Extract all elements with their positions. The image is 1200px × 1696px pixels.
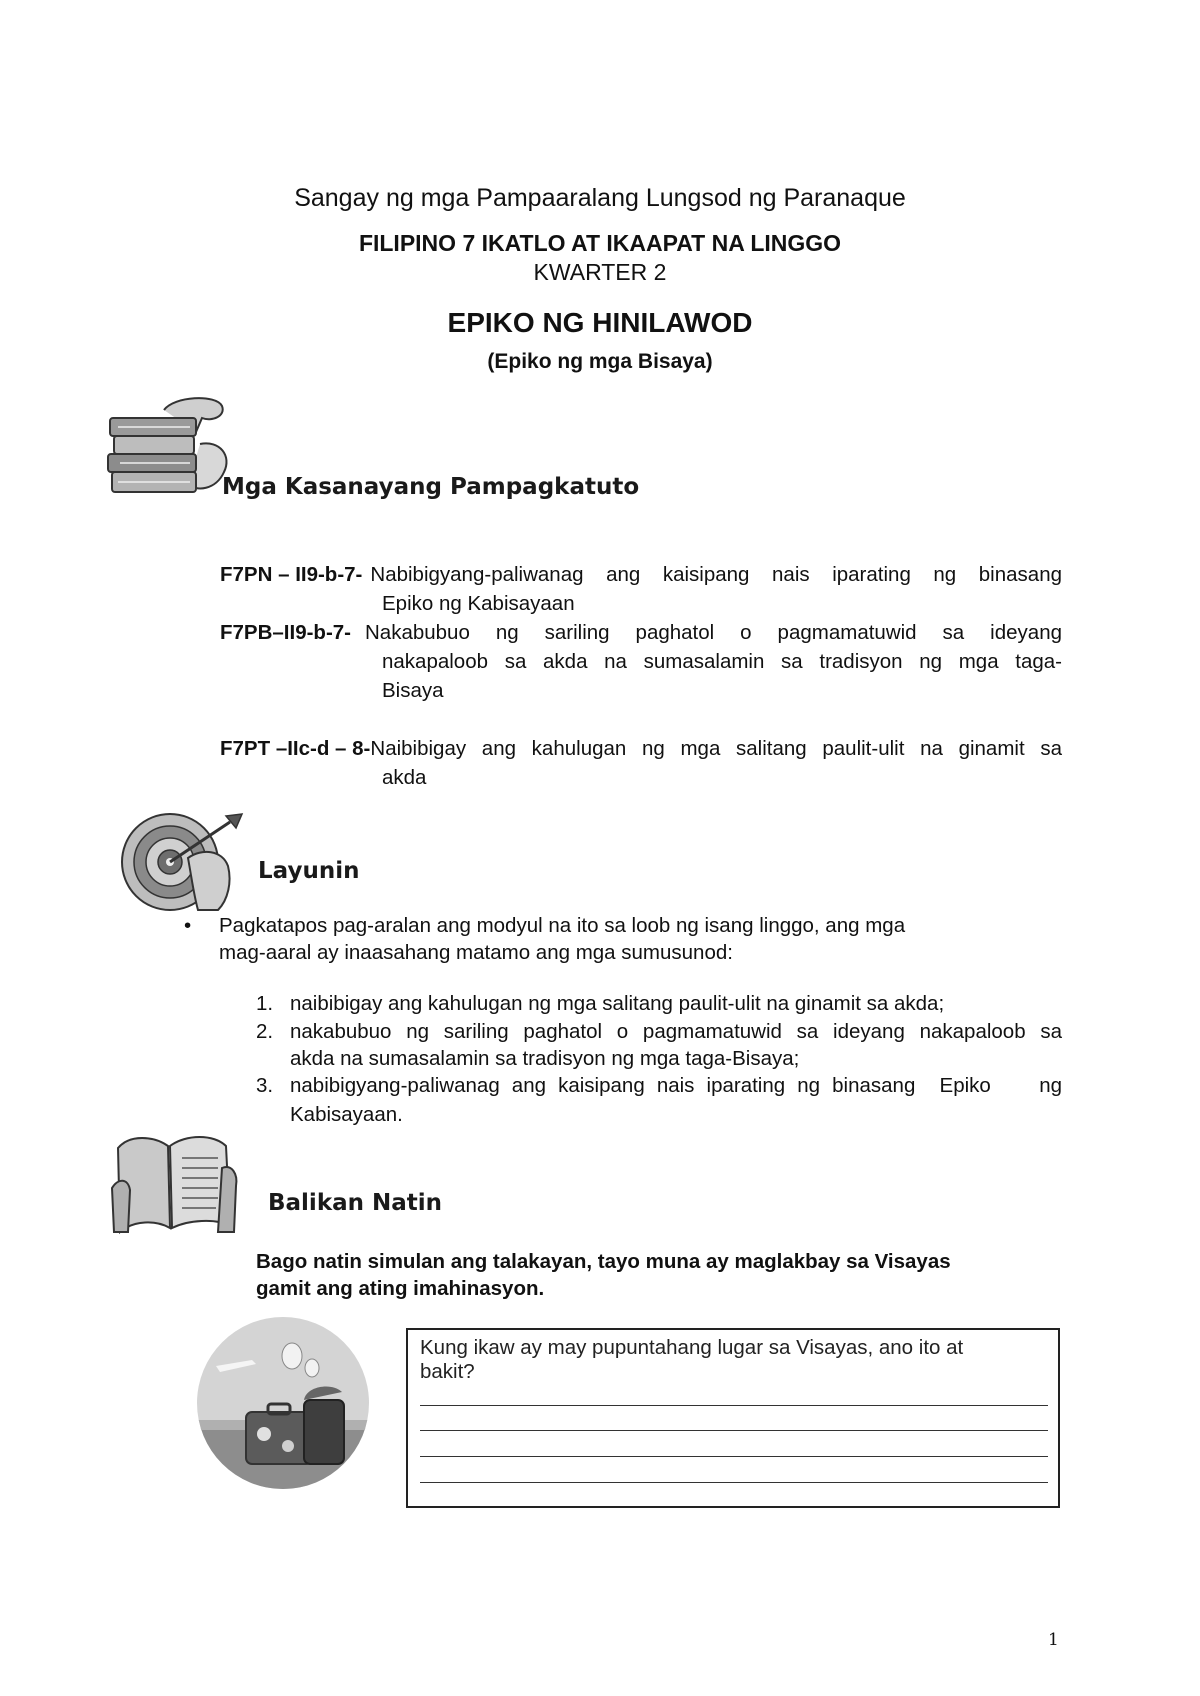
- instruction-line: gamit ang ating imahinasyon.: [256, 1277, 545, 1300]
- objectives-intro: [184, 912, 1064, 966]
- objective-item: [256, 990, 1062, 1017]
- quarter-label: KWARTER 2: [533, 259, 667, 285]
- intro-line: Pagkatapos pag-aralan ang modyul na ito sa loob ng isang linggo, ang mga: [219, 914, 906, 937]
- review-instruction: [256, 1248, 951, 1302]
- competency-item: [220, 734, 1062, 792]
- question-line: Kung ikaw ay may pupuntahang lugar sa Visayas, ano ito at: [420, 1336, 964, 1359]
- question-line: bakit?: [420, 1360, 475, 1383]
- review-question: [420, 1336, 963, 1384]
- bullet-icon: •: [184, 914, 192, 937]
- competency-text-cont: Bisaya: [382, 679, 444, 702]
- competency-text: Naibibigay ang kahulugan ng mga salitang paulit-ulit na ginamit sa: [370, 737, 1062, 760]
- answer-line[interactable]: [420, 1482, 1048, 1483]
- travel-suitcase-icon: [196, 1316, 370, 1495]
- answer-box: [406, 1328, 1060, 1508]
- objective-text: naibibigay ang kahulugan ng mga salitang paulit-ulit na ginamit sa akda;: [290, 992, 945, 1015]
- competency-item: [220, 618, 1062, 705]
- page-title: EPIKO NG HINILAWOD: [447, 307, 753, 338]
- list-number: 1.: [256, 992, 274, 1015]
- competency-code: F7PN – II9-b-7-: [220, 563, 363, 586]
- page-subtitle: (Epiko ng mga Bisaya): [487, 350, 713, 373]
- page-number: 1: [1048, 1630, 1059, 1650]
- answer-line[interactable]: [420, 1430, 1048, 1431]
- division-name: Sangay ng mga Pampaaralang Lungsod ng Paranaque: [294, 184, 906, 212]
- answer-line[interactable]: [420, 1405, 1048, 1406]
- subject-week: FILIPINO 7 IKATLO AT IKAAPAT NA LINGGO: [358, 230, 842, 256]
- competency-code: F7PT –IIc-d – 8-: [220, 737, 371, 760]
- objective-text: Kabisayaan.: [290, 1103, 403, 1126]
- competency-text: Nabibigyang-paliwanag ang kaisipang nais iparating ng binasang: [370, 563, 1062, 586]
- competency-text-cont: Epiko ng Kabisayaan: [382, 592, 575, 615]
- competencies-heading: Mga Kasanayang Pampagkatuto: [222, 474, 640, 500]
- competency-item: [220, 560, 1062, 618]
- open-book-icon: [110, 1128, 240, 1243]
- list-number: 3.: [256, 1074, 274, 1097]
- intro-line: mag-aaral ay inaasahang matamo ang mga sumusunod:: [219, 941, 733, 964]
- competency-text: Nakabubuo ng sariling paghatol o pagmamatuwid sa ideyang: [365, 621, 1062, 644]
- target-icon: [118, 810, 248, 919]
- objective-text: nakabubuo ng sariling paghatol o pagmamatuwid sa ideyang nakapaloob sa: [290, 1020, 1062, 1043]
- competency-code: F7PB–II9-b-7-: [220, 621, 351, 644]
- answer-line[interactable]: [420, 1456, 1048, 1457]
- list-number: 2.: [256, 1020, 274, 1043]
- objective-item: [256, 1072, 1062, 1128]
- objective-text: akda na sumasalamin sa tradisyon ng mga taga-Bisaya;: [290, 1047, 800, 1070]
- objectives-heading: Layunin: [258, 858, 360, 884]
- objective-item: [256, 1018, 1062, 1072]
- instruction-line: Bago natin simulan ang talakayan, tayo muna ay maglakbay sa Visayas: [256, 1250, 951, 1273]
- competency-text-cont: nakapaloob sa akda na sumasalamin sa tradisyon ng mga taga-: [382, 650, 1062, 673]
- review-heading: Balikan Natin: [268, 1190, 443, 1216]
- competency-text-cont: akda: [382, 766, 427, 789]
- books-icon: [104, 392, 236, 509]
- objective-text: nabibigyang-paliwanag ang kaisipang nais iparating ng binasang Epiko ng: [290, 1074, 1062, 1097]
